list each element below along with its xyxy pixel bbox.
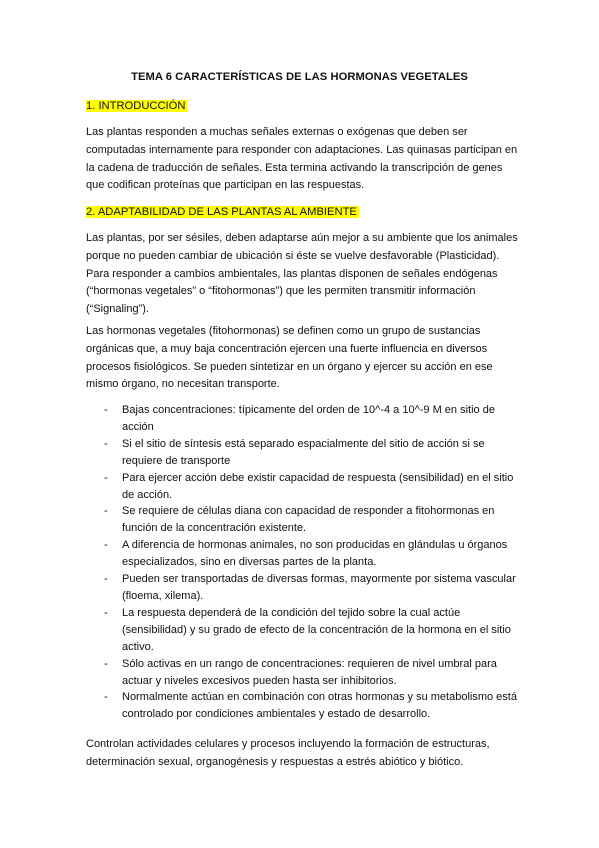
list-item [86, 503, 518, 537]
highlighted-heading-text: 2. ADAPTABILIDAD DE LAS PLANTAS AL AMBIENTE [86, 206, 357, 218]
list-item-text: La respuesta dependerá de la condición del tejido sobre la cual actúe (sensibilidad) y su grado de efecto de la concentración de la hormona en el sitio activo. [122, 606, 511, 653]
list-item-text: Normalmente actúan en combinación con otras hormonas y su metabolismo está controlado por condiciones ambientales y estado de desarrollo. [122, 691, 517, 721]
list-item [86, 605, 518, 656]
list-item [86, 470, 518, 504]
bullet-dash: - [104, 505, 108, 518]
document-title: TEMA 6 CARACTERÍSTICAS DE LAS HORMONAS VEGETALES [131, 71, 468, 83]
section-heading-introduccion [86, 98, 187, 114]
characteristics-list [86, 402, 518, 723]
bullet-dash: - [104, 471, 108, 484]
list-item-text: A diferencia de hormonas animales, no son producidas en glándulas u órganos especializados, sino en diversas partes de la planta. [122, 539, 508, 569]
bullet-dash: - [104, 657, 108, 670]
section-heading-adaptabilidad [86, 204, 359, 220]
bullet-dash: - [104, 573, 108, 586]
list-item [86, 402, 518, 436]
list-item-text: Pueden ser transportadas de diversas formas, mayormente por sistema vascular (floema, xilema). [122, 573, 516, 602]
list-item [86, 571, 518, 605]
adaptabilidad-paragraph-2: Las hormonas vegetales (fitohormonas) se definen como un grupo de sustancias orgánicas que, a muy baja concentración ejercen una fuerte influencia en diversos procesos fisiológicos. Se pueden sintetizar en un órgano y ejercer su acción en ese mismo órgano, no necesitan transporte. [86, 325, 493, 391]
list-item-text: Se requiere de células diana con capacidad de responder a fitohormonas en función de la concentración existente. [122, 505, 495, 535]
list-item-text: Si el sitio de síntesis está separado espacialmente del sitio de acción si se requiere de transporte [122, 437, 485, 467]
list-item [86, 436, 518, 470]
list-item-text: Para ejercer acción debe existir capacidad de respuesta (sensibilidad) en el sitio de acción. [122, 471, 514, 501]
adaptabilidad-paragraph-1: Las plantas, por ser sésiles, deben adaptarse aún mejor a su ambiente que los animales porque no pueden cambiar de ubicación si éste se vuelve desfavorable (Plasticidad). Para responder a cambios ambientales, las plantas disponen de señales endógenas (“hormonas vegetales” o “fitohormonas”) que les permiten transmitir información (“Signaling”). [86, 232, 518, 316]
bullet-dash: - [104, 437, 108, 450]
highlighted-heading-text: 1. INTRODUCCIÓN [86, 100, 186, 112]
list-item [86, 689, 518, 723]
list-item [86, 537, 518, 571]
bullet-dash: - [104, 606, 108, 619]
list-item-text: Bajas concentraciones: típicamente del orden de 10^-4 a 10^-9 M en sitio de acción [122, 404, 495, 433]
bullet-dash: - [104, 691, 108, 704]
bullet-dash: - [104, 404, 108, 416]
closing-paragraph: Controlan actividades celulares y procesos incluyendo la formación de estructuras, determinación sexual, organogénesis y respuestas a estrés abiótico y biótico. [86, 738, 490, 768]
intro-paragraph: Las plantas responden a muchas señales externas o exógenas que deben ser computadas internamente para responder con adaptaciones. Las quinasas participan en la cadena de traducción de señales. Esta termina activando la transcripción de genes que codifican proteínas que participan en las respuestas. [86, 126, 518, 192]
list-item [86, 656, 518, 690]
list-item-text: Sólo activas en un rango de concentraciones: requieren de nivel umbral para actuar y niveles excesivos pueden hasta ser inhibitorios. [122, 657, 497, 687]
bullet-dash: - [104, 539, 108, 552]
